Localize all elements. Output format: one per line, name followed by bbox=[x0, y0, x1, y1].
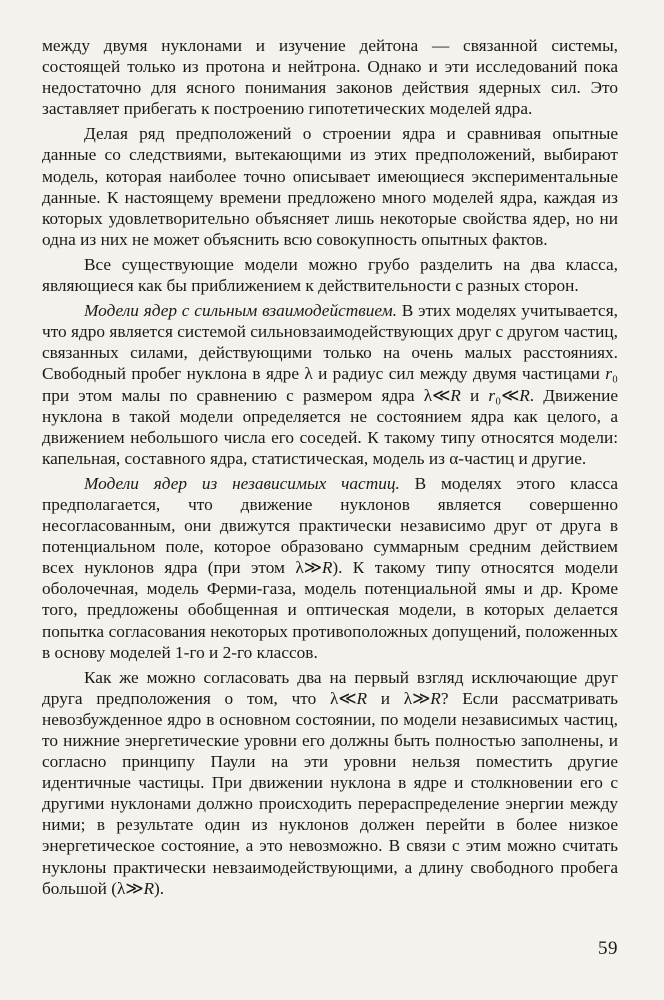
italic-text: r bbox=[605, 364, 612, 384]
paragraph bbox=[42, 473, 618, 663]
paragraph bbox=[42, 300, 618, 469]
text-run: ₀≪ bbox=[495, 385, 520, 405]
italic-text: R bbox=[356, 688, 368, 708]
text-run: и bbox=[460, 385, 489, 405]
text-run: Делая ряд предположений о строении ядра и сравнивая опытные данные со следствиями, вытекающими из этих предположений, выбирают модель, которая наиболее точно описывает имеющиеся экспериментальные данные. К настоящему времени предложено много моделей ядра, каждая из которых удовлетворительно объясняет лишь некоторые свойства ядер, но ни одна из них не может объяснить всю совокупность опытных фактов. bbox=[42, 124, 618, 249]
italic-text: R bbox=[519, 385, 530, 405]
text-run: . Движение нуклона в такой модели определяется не состоянием ядра как целого, а движением небольшого числа его соседей. К такому типу относятся модели: капельная, составного ядра, статистическая, модель из α-частиц и другие. bbox=[42, 385, 619, 468]
paragraph bbox=[42, 35, 618, 119]
paragraph bbox=[42, 254, 618, 296]
text-run: ? Если рассматривать невозбужденное ядро в основном состоянии, по модели независимых частиц, то нижние энергетические уровни его должны быть полностью заполнены, и согласно принципу Паули на эти уровни нельзя поместить другие идентичные частицы. При движении нуклона в ядре и столкновении его с другими нуклонами должно происходить перераспределение энергии между ними; в результате один из нуклонов должен перейти в более низкое энергетическое состояние, а это невозможно. В связи с этим можно считать нуклоны практически невзаимодействующими, а длину свободного пробега большой (λ≫ bbox=[42, 688, 619, 898]
italic-text: R bbox=[430, 688, 441, 708]
text-run: и λ≫ bbox=[367, 688, 431, 708]
text-run: ₀ при этом малы по сравнению с размером ядра λ≪ bbox=[42, 364, 618, 405]
text-run: ). bbox=[154, 878, 165, 898]
text-run: В моделях этого класса предполагается, что движение нуклонов является совершенно несогласованным, они движутся практически независимо друг от друга в потенциальном поле, которое образовано суммарным средним действием всех нуклонов ядра (при этом λ≫ bbox=[42, 473, 618, 578]
italic-text: R bbox=[450, 385, 461, 405]
italic-text: R bbox=[321, 558, 333, 578]
italic-text: Модели ядер с сильным взаимодействием. bbox=[84, 301, 397, 321]
text-run: В этих моделях учитывается, что ядро является системой сильновзаимодействующих друг с другом частиц, связанных силами, действующими только на очень малых расстояниях. Свободный пробег нуклона в ядре λ и радиус сил между двумя частицами bbox=[42, 301, 618, 384]
italic-text: Модели ядер из независимых частиц. bbox=[84, 473, 400, 493]
paragraph bbox=[42, 123, 618, 250]
page-number: 59 bbox=[598, 938, 618, 959]
italic-text: r bbox=[488, 385, 496, 405]
text-run: между двумя нуклонами и изучение дейтона — связанной системы, состоящей только из протона и нейтрона. Однако и эти исследований пока недостаточно для ясного понимания законов действия ядерных сил. Это заставляет прибегать к построению гипотетических моделей ядра. bbox=[42, 36, 618, 119]
italic-text: R bbox=[143, 878, 155, 898]
paragraph bbox=[42, 667, 618, 899]
text-run: ). К такому типу относятся модели оболочечная, модель Ферми-газа, модель потенциальной ямы и др. Кроме того, предложены обобщенная и оптическая модели, в которых делается попытка согласования некоторых противоположных допущений, положенных в основу моделей 1-го и 2-го классов. bbox=[42, 558, 618, 662]
text-run: Все существующие модели можно грубо разделить на два класса, являющиеся как бы приближением к действительности с разных сторон. bbox=[42, 254, 618, 296]
text-run: Как же можно согласовать два на первый взгляд исключающие друг друга предположения о том, что λ≪ bbox=[42, 667, 618, 708]
body-text bbox=[42, 35, 618, 903]
